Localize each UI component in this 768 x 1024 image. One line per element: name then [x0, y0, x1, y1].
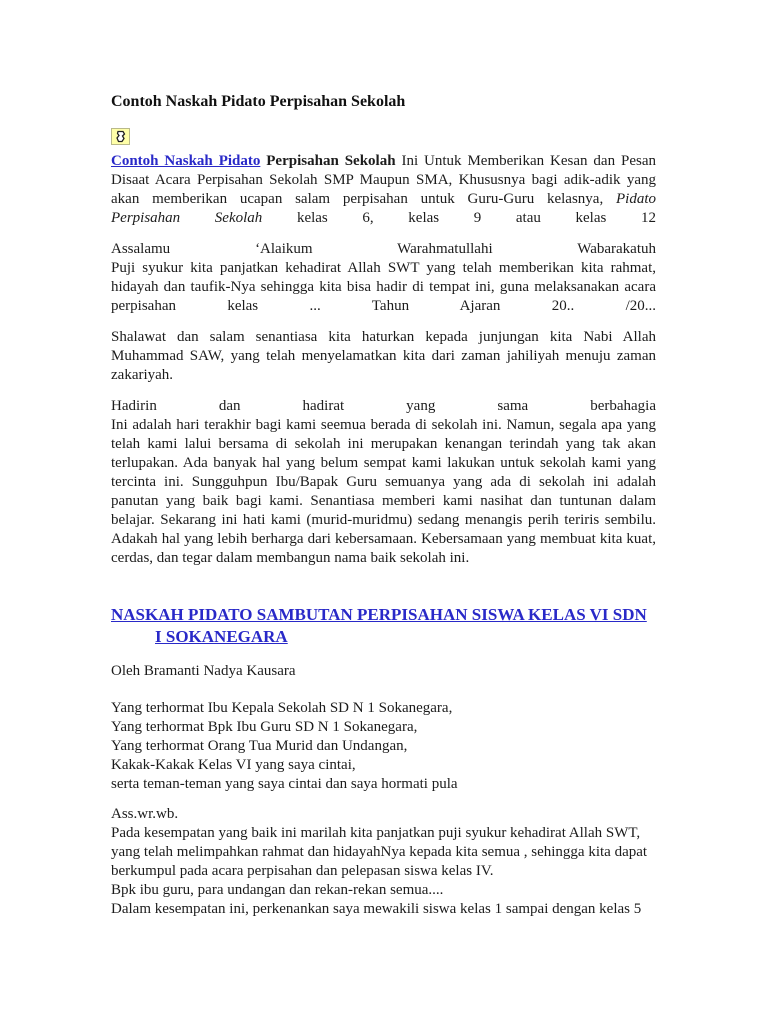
document-content [111, 0, 656, 919]
closing-salam: Ass.wr.wb. [111, 806, 179, 822]
greeting-line: Yang terhormat Orang Tua Murid dan Undangan, [111, 738, 408, 754]
shalawat-paragraph: Shalawat dan salam senantiasa kita haturkan kepada junjungan kita Nabi Allah Muhammad SAW, yang telah menyelamatkan kita dari zaman jahiliyah menuju zaman zakariyah. [111, 329, 656, 383]
byline: Oleh Bramanti Nadya Kausara [111, 663, 296, 679]
hadirin-paragraph [111, 397, 656, 568]
speech-title-link[interactable] [111, 604, 656, 648]
greeting-line: Yang terhormat Ibu Kepala Sekolah SD N 1 Sokanegara, [111, 700, 453, 716]
closing-paragraph-3: Dalam kesempatan ini, perkenankan saya mewakili siswa kelas 1 sampai dengan kelas 5 [111, 901, 642, 917]
intro-tail-text: kelas 6, kelas 9 atau kelas 12 [262, 210, 656, 226]
speech-title-line2: I SOKANEGARA [155, 627, 288, 646]
intro-body-text: Ini Untuk Memberikan Kesan dan Pesan Disaat Acara Perpisahan Sekolah SMP Maupun SMA, Khususnya bagi adik-adik yang akan memberikan ucapan salam perpisahan untuk Guru-Guru kelasnya, [111, 153, 656, 207]
greetings-list [111, 699, 656, 794]
intro-italic-text: Pidato Perpisahan Sekolah [111, 191, 656, 226]
opening-paragraph [111, 240, 656, 316]
opening-body: Puji syukur kita panjatkan kehadirat Allah SWT yang telah memberikan kita rahmat, hidayah dan taufik-Nya sehingga kita bisa hadir di tempat ini, guna melaksanakan acara perpisahan kelas ... Tahun Ajaran 20.. /20... [111, 260, 656, 314]
greeting-line: serta teman-teman yang saya cintai dan saya hormati pula [111, 776, 458, 792]
greeting-line: Kakak-Kakak Kelas VI yang saya cintai, [111, 757, 356, 773]
opening-salutation: Assalamu ‘Alaikum Warahmatullahi Wabarakatuh [111, 241, 656, 257]
greeting-line: Yang terhormat Bpk Ibu Guru SD N 1 Sokanegara, [111, 719, 418, 735]
hadirin-body: Ini adalah hari terakhir bagi kami seemua berada di sekolah ini. Namun, segala apa yang telah kami lalui bersama di sekolah ini merupakan kenangan terindah yang tak akan terlupakan. Ada banyak hal yang belum sempat kami lakukan untuk sekolah kami yang tercinta ini. Sungguhpun Ibu/Bapak Guru semuanya yang ada di sekolah ini adalah panutan yang baik bagi kami. Senantiasa memberi kami nasihat dan tuntunan dalam belajar. Sekarang ini hati kami (murid-muridmu) sedang menangis perih teriris sembilu. Adakah hal yang lebih berharga dari kebersamaan. Kebersamaan yang membuat kita kuat, cerdas, dan tegar dalam membangun nama baik sekolah ini. [111, 417, 656, 566]
broken-image-icon [111, 128, 130, 145]
speech-title-line1: NASKAH PIDATO SAMBUTAN PERPISAHAN SISWA KELAS VI SDN [111, 605, 647, 624]
intro-bold-text: Perpisahan Sekolah [260, 153, 402, 169]
closing-paragraph-1: Pada kesempatan yang baik ini marilah kita panjatkan puji syukur kehadirat Allah SWT, yang telah melimpahkan rahmat dan hidayahNya kepada kita semua , sehingga kita dapat berkumpul pada acara perpisahan dan pelepasan siswa kelas IV. [111, 825, 648, 879]
attachment-icon-row [111, 128, 656, 146]
closing-section [111, 805, 656, 919]
contoh-naskah-pidato-link[interactable]: Contoh Naskah Pidato [111, 153, 261, 169]
document-title: Contoh Naskah Pidato Perpisahan Sekolah [111, 93, 406, 110]
closing-paragraph-2: Bpk ibu guru, para undangan dan rekan-rekan semua.... [111, 882, 444, 898]
hadirin-line: Hadirin dan hadirat yang sama berbahagia [111, 398, 656, 414]
intro-paragraph [111, 152, 656, 228]
